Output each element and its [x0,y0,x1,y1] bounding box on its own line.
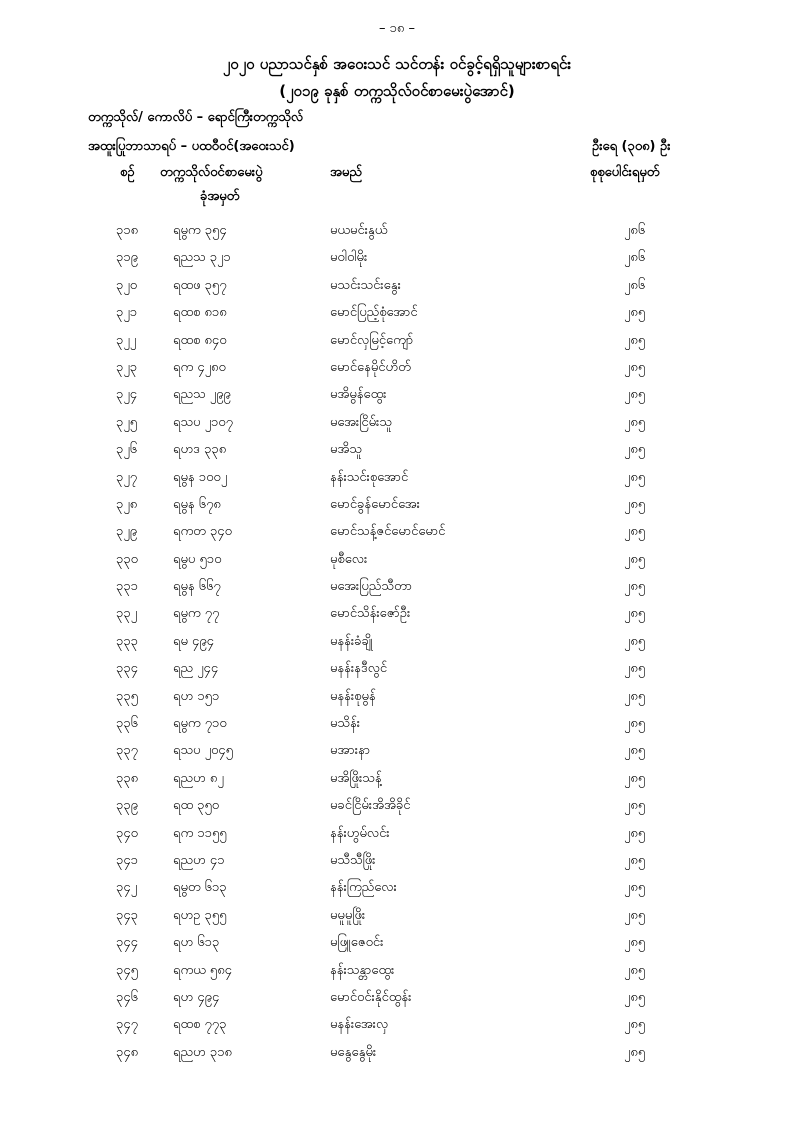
row-name: မခင်ငြိမ်းအိအိခိုင် [330,798,411,814]
table-row [0,656,794,683]
row-marks: ၂၈၅ [624,852,646,868]
table-row [0,738,794,765]
row-exam-no: ရဟဥ ၃၅၅ [173,907,227,923]
table-row [0,1012,794,1039]
table-row [0,245,794,272]
row-exam-no: ရမွပ ၅၁၀ [173,551,222,567]
row-exam-no: ရမွက ၇၁၀ [173,716,227,732]
row-name: မောင်ပြည့်စုံအောင် [330,305,418,321]
row-marks: ၂၈၅ [624,716,646,732]
table-row [0,684,794,711]
row-name: မောင်လှမြင့်ကျော် [330,332,414,348]
row-marks: ၂၈၆ [624,223,646,238]
row-exam-no: ရဟ ၆၁၃ [173,935,220,951]
row-exam-no: ရဟဒ ၃၃၈ [173,442,227,458]
row-sr: ၃၃၀ [116,551,138,567]
row-name: မသီသီဖြိုး [330,852,376,868]
row-name: မမူမူဖြိုး [330,907,366,923]
row-name: နန်းကြည်လေး [330,880,397,896]
row-exam-no: ရမွတ ၆၁၃ [173,880,227,896]
row-sr: ၃၂၅ [116,414,138,430]
row-sr: ၃၁၉ [116,250,138,266]
row-name: မောင်ဝင်းနိုင်ထွန်း [330,989,412,1005]
row-sr: ၃၃၉ [116,798,138,814]
table-row [0,273,794,300]
row-marks: ၂၈၅ [624,606,646,622]
row-name: မနွေနွေမိုး [330,1044,377,1060]
row-exam-no: ရဟ ၄၉၄ [173,989,220,1005]
row-exam-no: ရထစ ၈၁၈ [173,305,227,321]
row-sr: ၃၄၅ [116,962,138,978]
row-name: မအေးပြည်သီတာ [330,579,412,595]
row-name: မအိဖြိုးသန့် [330,770,382,786]
table-row [0,382,794,409]
row-sr: ၃၄၈ [116,1044,139,1060]
row-sr: ၃၁၈ [116,223,139,238]
header-name: အမည် [330,165,362,180]
row-exam-no: ရမွန ၆၆၇ [173,579,221,595]
row-marks: ၂၈၅ [624,1017,646,1033]
row-marks: ၂၈၅ [624,332,646,348]
row-name: မောင်နေမိုင်ဟိတ် [330,359,411,375]
major-label: အထူးပြုဘာသာရပ် – ပထဝီဝင်(အဝေးသင်) [88,139,295,154]
table-row [0,985,794,1012]
row-sr: ၃၃၃ [116,633,138,649]
results-table [0,218,794,1067]
row-sr: ၃၄၀ [116,825,138,841]
row-exam-no: ရမွန ၆၇၈ [173,496,221,512]
table-row [0,793,794,820]
row-marks: ၂၈၅ [624,935,646,951]
row-exam-no: ရညသ ၂၉၉ [173,387,231,403]
header-exam-no: တက္ကသိုလ်ဝင်စာမေးပွဲ [160,165,263,180]
row-sr: ၃၂၇ [116,469,138,485]
table-row [0,875,794,902]
table-row [0,601,794,628]
row-marks: ၂၈၅ [624,989,646,1005]
row-marks: ၂၈၅ [624,496,646,512]
row-exam-no: ရက ၁၁၅၅ [173,825,227,841]
row-sr: ၃၂၂ [116,332,137,348]
table-row [0,437,794,464]
row-marks: ၂၈၅ [624,770,646,786]
row-marks: ၂၈၅ [624,880,646,896]
table-row [0,930,794,957]
row-name: မနန်းနဒီလွင် [330,661,388,677]
row-sr: ၃၃၂ [116,606,138,622]
quota-label: ဦးရေ (၃၀၈) ဦး [592,139,671,154]
table-row [0,903,794,930]
row-marks: ၂၈၅ [624,825,646,841]
row-sr: ၃၄၃ [116,907,138,923]
row-sr: ၃၃၆ [116,716,138,732]
row-exam-no: ရမွက ၇၇ [173,606,220,622]
row-marks: ၂၈၅ [624,661,646,677]
row-exam-no: ရထစ ၇၇၃ [173,1017,227,1033]
table-row [0,958,794,985]
table-row [0,300,794,327]
document-subtitle: (၂၀၁၉ ခုနှစ် တက္ကသိုလ်ဝင်စာမေးပွဲအောင်) [279,82,515,100]
row-name: မဝါဝါမိုး [330,250,368,266]
row-sr: ၃၂၆ [116,442,138,458]
table-row [0,410,794,437]
table-row [0,218,794,245]
row-exam-no: ရည ၂၄၄ [173,661,219,677]
row-marks: ၂၈၅ [624,442,646,458]
row-name: မအိသူ [330,442,362,458]
row-exam-no: ရသပ ၂၀၄၅ [173,743,233,759]
row-sr: ၃၃၁ [116,579,138,595]
row-name: နန်းသန္တာထွေး [330,962,395,978]
row-sr: ၃၂၁ [116,305,138,321]
row-sr: ၃၂၄ [116,387,138,403]
table-row [0,1040,794,1067]
row-sr: ၃၃၇ [116,743,138,759]
row-exam-no: ရညဟ ၈၂ [173,770,224,786]
row-marks: ၂၈၅ [624,414,646,430]
row-exam-no: ရထဖ ၃၅၇ [173,277,227,293]
row-sr: ၃၄၇ [116,1017,138,1033]
row-sr: ၃၂၈ [116,496,138,512]
row-name: မောင်သန့်ဇင်မောင်မောင် [330,524,446,540]
row-marks: ၂၈၅ [624,688,646,704]
row-marks: ၂၈၅ [624,579,646,595]
row-marks: ၂၈၅ [624,469,646,485]
row-exam-no: ရမ ၄၉၄ [173,633,214,649]
table-row [0,848,794,875]
row-name: မအေးငြိမ်းသူ [330,414,392,430]
row-name: မနန်းအေးလှ [330,1017,389,1033]
row-sr: ၃၃၅ [116,688,138,704]
row-marks: ၂၈၆ [624,277,646,293]
row-marks: ၂၈၅ [624,524,646,540]
row-sr: ၃၂၃ [116,359,138,375]
table-row [0,766,794,793]
row-name: မနန်းစုမွန် [330,688,376,704]
table-row [0,629,794,656]
row-name: မယမင်းနွယ် [330,223,388,238]
row-exam-no: ရဟ ၁၅၁ [173,688,220,704]
table-row [0,821,794,848]
header-total-marks: စုစုပေါင်းရမှတ် [590,165,660,180]
row-sr: ၃၃၈ [116,770,139,786]
row-name: မောင်သိန်းဇော်ဦး [330,606,411,622]
row-marks: ၂၈၅ [624,962,646,978]
row-sr: ၃၃၄ [116,661,138,677]
table-row [0,519,794,546]
table-row [0,492,794,519]
row-sr: ၃၄၆ [116,989,138,1005]
row-sr: ၃၄၂ [116,880,138,896]
header-exam-no-line2: ခုံအမှတ် [200,189,240,204]
row-exam-no: ရမွက ၃၅၄ [173,223,227,238]
row-name: နန်းသင်းစုအောင် [330,469,409,485]
row-exam-no: ရက ၄၂၈၀ [173,359,226,375]
row-marks: ၂၈၅ [624,907,646,923]
row-name: မအားနာ [330,743,371,759]
row-marks: ၂၈၅ [624,633,646,649]
row-marks: ၂၈၅ [624,1044,646,1060]
row-name: မအိမွန်ထွေး [330,387,387,403]
document-title: ၂၀၂၀ ပညာသင်နှစ် အဝေးသင် သင်တန်း ဝင်ခွင့်ရရှိသူများစာရင်း [222,55,572,73]
table-row [0,547,794,574]
table-row [0,355,794,382]
row-name: မနန်းခံချို [330,633,373,649]
row-name: မုစီလေး [330,551,368,567]
row-marks: ၂၈၅ [624,359,646,375]
page-number: – ၁၈ – [378,21,415,36]
row-exam-no: ရထ ၃၅၀ [173,798,220,814]
university-label: တက္ကသိုလ်/ ကောလိပ် – ‌ရောင်ကြီးတက္ကသိုလ် [88,110,304,125]
row-marks: ၂၈၆ [624,250,646,266]
table-row [0,574,794,601]
table-row [0,328,794,355]
row-marks: ၂၈၅ [624,551,646,567]
row-marks: ၂၈၅ [624,798,646,814]
row-name: မဖြူဇေဝင်း [330,935,384,951]
row-exam-no: ရညဟ ၄၁ [173,852,225,868]
row-marks: ၂၈၅ [624,305,646,321]
header-sr: စဉ် [120,165,135,180]
row-exam-no: ရကယ ၅၈၄ [173,962,232,978]
row-name: မောင်ခွန်မောင်အေး [330,496,420,512]
row-sr: ၃၄၄ [116,935,138,951]
row-exam-no: ရညသ ၃၂၁ [173,250,231,266]
row-sr: ၃၂၉ [116,524,138,540]
row-name: နန်းဟွမ်လင်း [330,825,390,841]
table-row [0,465,794,492]
row-sr: ၃၄၁ [116,852,138,868]
row-marks: ၂၈၅ [624,743,646,759]
row-name: မသိန်း [330,716,361,732]
row-exam-no: ရသပ ၂၁၀၇ [173,414,233,430]
row-exam-no: ရညဟ ၃၁၈ [173,1044,232,1060]
row-sr: ၃၂၀ [116,277,138,293]
row-exam-no: ရထစ ၈၄၀ [173,332,227,348]
row-exam-no: ရကတ ၃၄၀ [173,524,232,540]
row-name: မသင်းသင်းနွေး [330,277,401,293]
row-exam-no: ရမွန ၁၀၀၂ [173,469,228,485]
table-row [0,711,794,738]
row-marks: ၂၈၅ [624,387,646,403]
